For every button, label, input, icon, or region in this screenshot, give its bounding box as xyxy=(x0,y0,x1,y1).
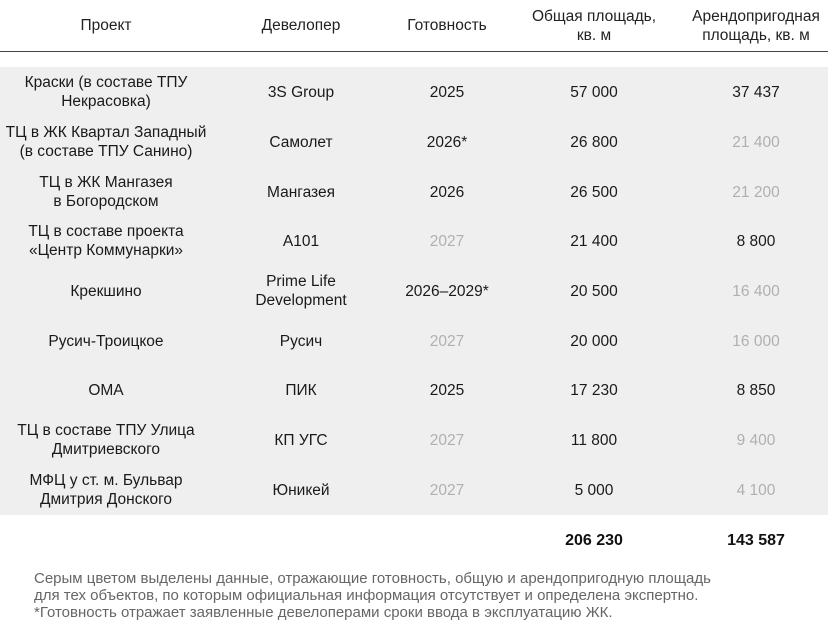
developer-cell: Самолет xyxy=(269,133,333,151)
developer-cell: 3S Group xyxy=(267,83,335,101)
project-cell: МФЦ у ст. м. Бульвар Дмитрия Донского xyxy=(29,472,183,508)
rentable-area-cell: 21 200 xyxy=(732,183,780,201)
rentable-area-cell: 8 800 xyxy=(736,232,776,250)
rentable-area-cell: 8 850 xyxy=(736,381,776,399)
table-row xyxy=(0,465,828,515)
total-area-cell: 21 400 xyxy=(570,232,618,250)
note-line: Серым цветом выделены данные, отражающие готовность, общую и арендопригодную площадь xyxy=(34,570,711,587)
footnotes xyxy=(34,570,814,621)
project-cell: Краски (в составе ТПУ Некрасовка) xyxy=(24,74,188,110)
project-cell: ОМА xyxy=(88,381,124,399)
developer-cell: Prime Life Development xyxy=(255,273,347,309)
table-row xyxy=(0,216,828,266)
rentable-area-cell: 16 400 xyxy=(732,282,780,300)
project-cell: Крекшино xyxy=(70,282,142,300)
rentable-area-cell: 16 000 xyxy=(732,332,780,350)
readiness-cell: 2027 xyxy=(429,232,465,250)
developer-cell: Мангазея xyxy=(267,183,335,201)
readiness-cell: 2026 xyxy=(429,183,465,201)
header-total-area: Общая площадь, кв. м xyxy=(531,7,657,44)
table-row xyxy=(0,365,828,415)
readiness-cell: 2027 xyxy=(429,481,465,499)
developer-cell: ПИК xyxy=(285,381,317,399)
developer-cell: Юникей xyxy=(272,481,330,499)
rentable-area-sum: 143 587 xyxy=(727,532,785,549)
total-area-cell: 17 230 xyxy=(570,381,618,399)
header-developer: Девелопер xyxy=(261,17,341,34)
total-area-cell: 20 000 xyxy=(570,332,618,350)
readiness-cell: 2027 xyxy=(429,332,465,350)
table-row xyxy=(0,415,828,465)
total-area-cell: 20 500 xyxy=(570,282,618,300)
total-area-cell: 11 800 xyxy=(570,431,618,449)
rentable-area-cell: 9 400 xyxy=(736,431,776,449)
header-readiness: Готовность xyxy=(407,17,487,34)
project-cell: ТЦ в составе проекта «Центр Коммунарки» xyxy=(28,223,184,259)
total-area-cell: 5 000 xyxy=(574,481,614,499)
developer-cell: Русич xyxy=(279,332,323,350)
project-cell: ТЦ в ЖК Мангазея в Богородском xyxy=(39,174,173,210)
table-row xyxy=(0,67,828,117)
readiness-cell: 2025 xyxy=(429,381,465,399)
total-area-cell: 57 000 xyxy=(570,83,618,101)
totals-row xyxy=(0,520,828,562)
header-project: Проект xyxy=(80,17,132,34)
total-area-sum: 206 230 xyxy=(565,532,623,549)
project-cell: Русич-Троицкое xyxy=(48,332,164,350)
total-area-cell: 26 500 xyxy=(570,183,618,201)
note-line: для тех объектов, по которым официальная информация отсутствует и определена экспертно. xyxy=(34,587,699,604)
project-cell: ТЦ в составе ТПУ Улица Дмитриевского xyxy=(17,422,195,458)
rentable-area-cell: 4 100 xyxy=(736,481,776,499)
table-row xyxy=(0,167,828,217)
developer-cell: КП УГС xyxy=(274,431,328,449)
rentable-area-cell: 37 437 xyxy=(732,83,780,101)
table-row xyxy=(0,266,828,316)
note-line: *Готовность отражает заявленные девелоперами сроки ввода в эксплуатацию ЖК. xyxy=(34,604,613,621)
table-row xyxy=(0,117,828,167)
readiness-cell: 2026* xyxy=(426,133,468,151)
project-cell: ТЦ в ЖК Квартал Западный (в составе ТПУ Санино) xyxy=(5,124,207,160)
readiness-cell: 2026–2029* xyxy=(405,282,489,300)
header-rentable-area: Арендопригодная площадь, кв. м xyxy=(692,7,820,44)
readiness-cell: 2025 xyxy=(429,83,465,101)
table-header xyxy=(0,0,828,52)
table-body xyxy=(0,67,828,515)
rentable-area-cell: 21 400 xyxy=(732,133,780,151)
table-row xyxy=(0,316,828,366)
readiness-cell: 2027 xyxy=(429,431,465,449)
total-area-cell: 26 800 xyxy=(570,133,618,151)
developer-cell: А101 xyxy=(282,232,320,250)
